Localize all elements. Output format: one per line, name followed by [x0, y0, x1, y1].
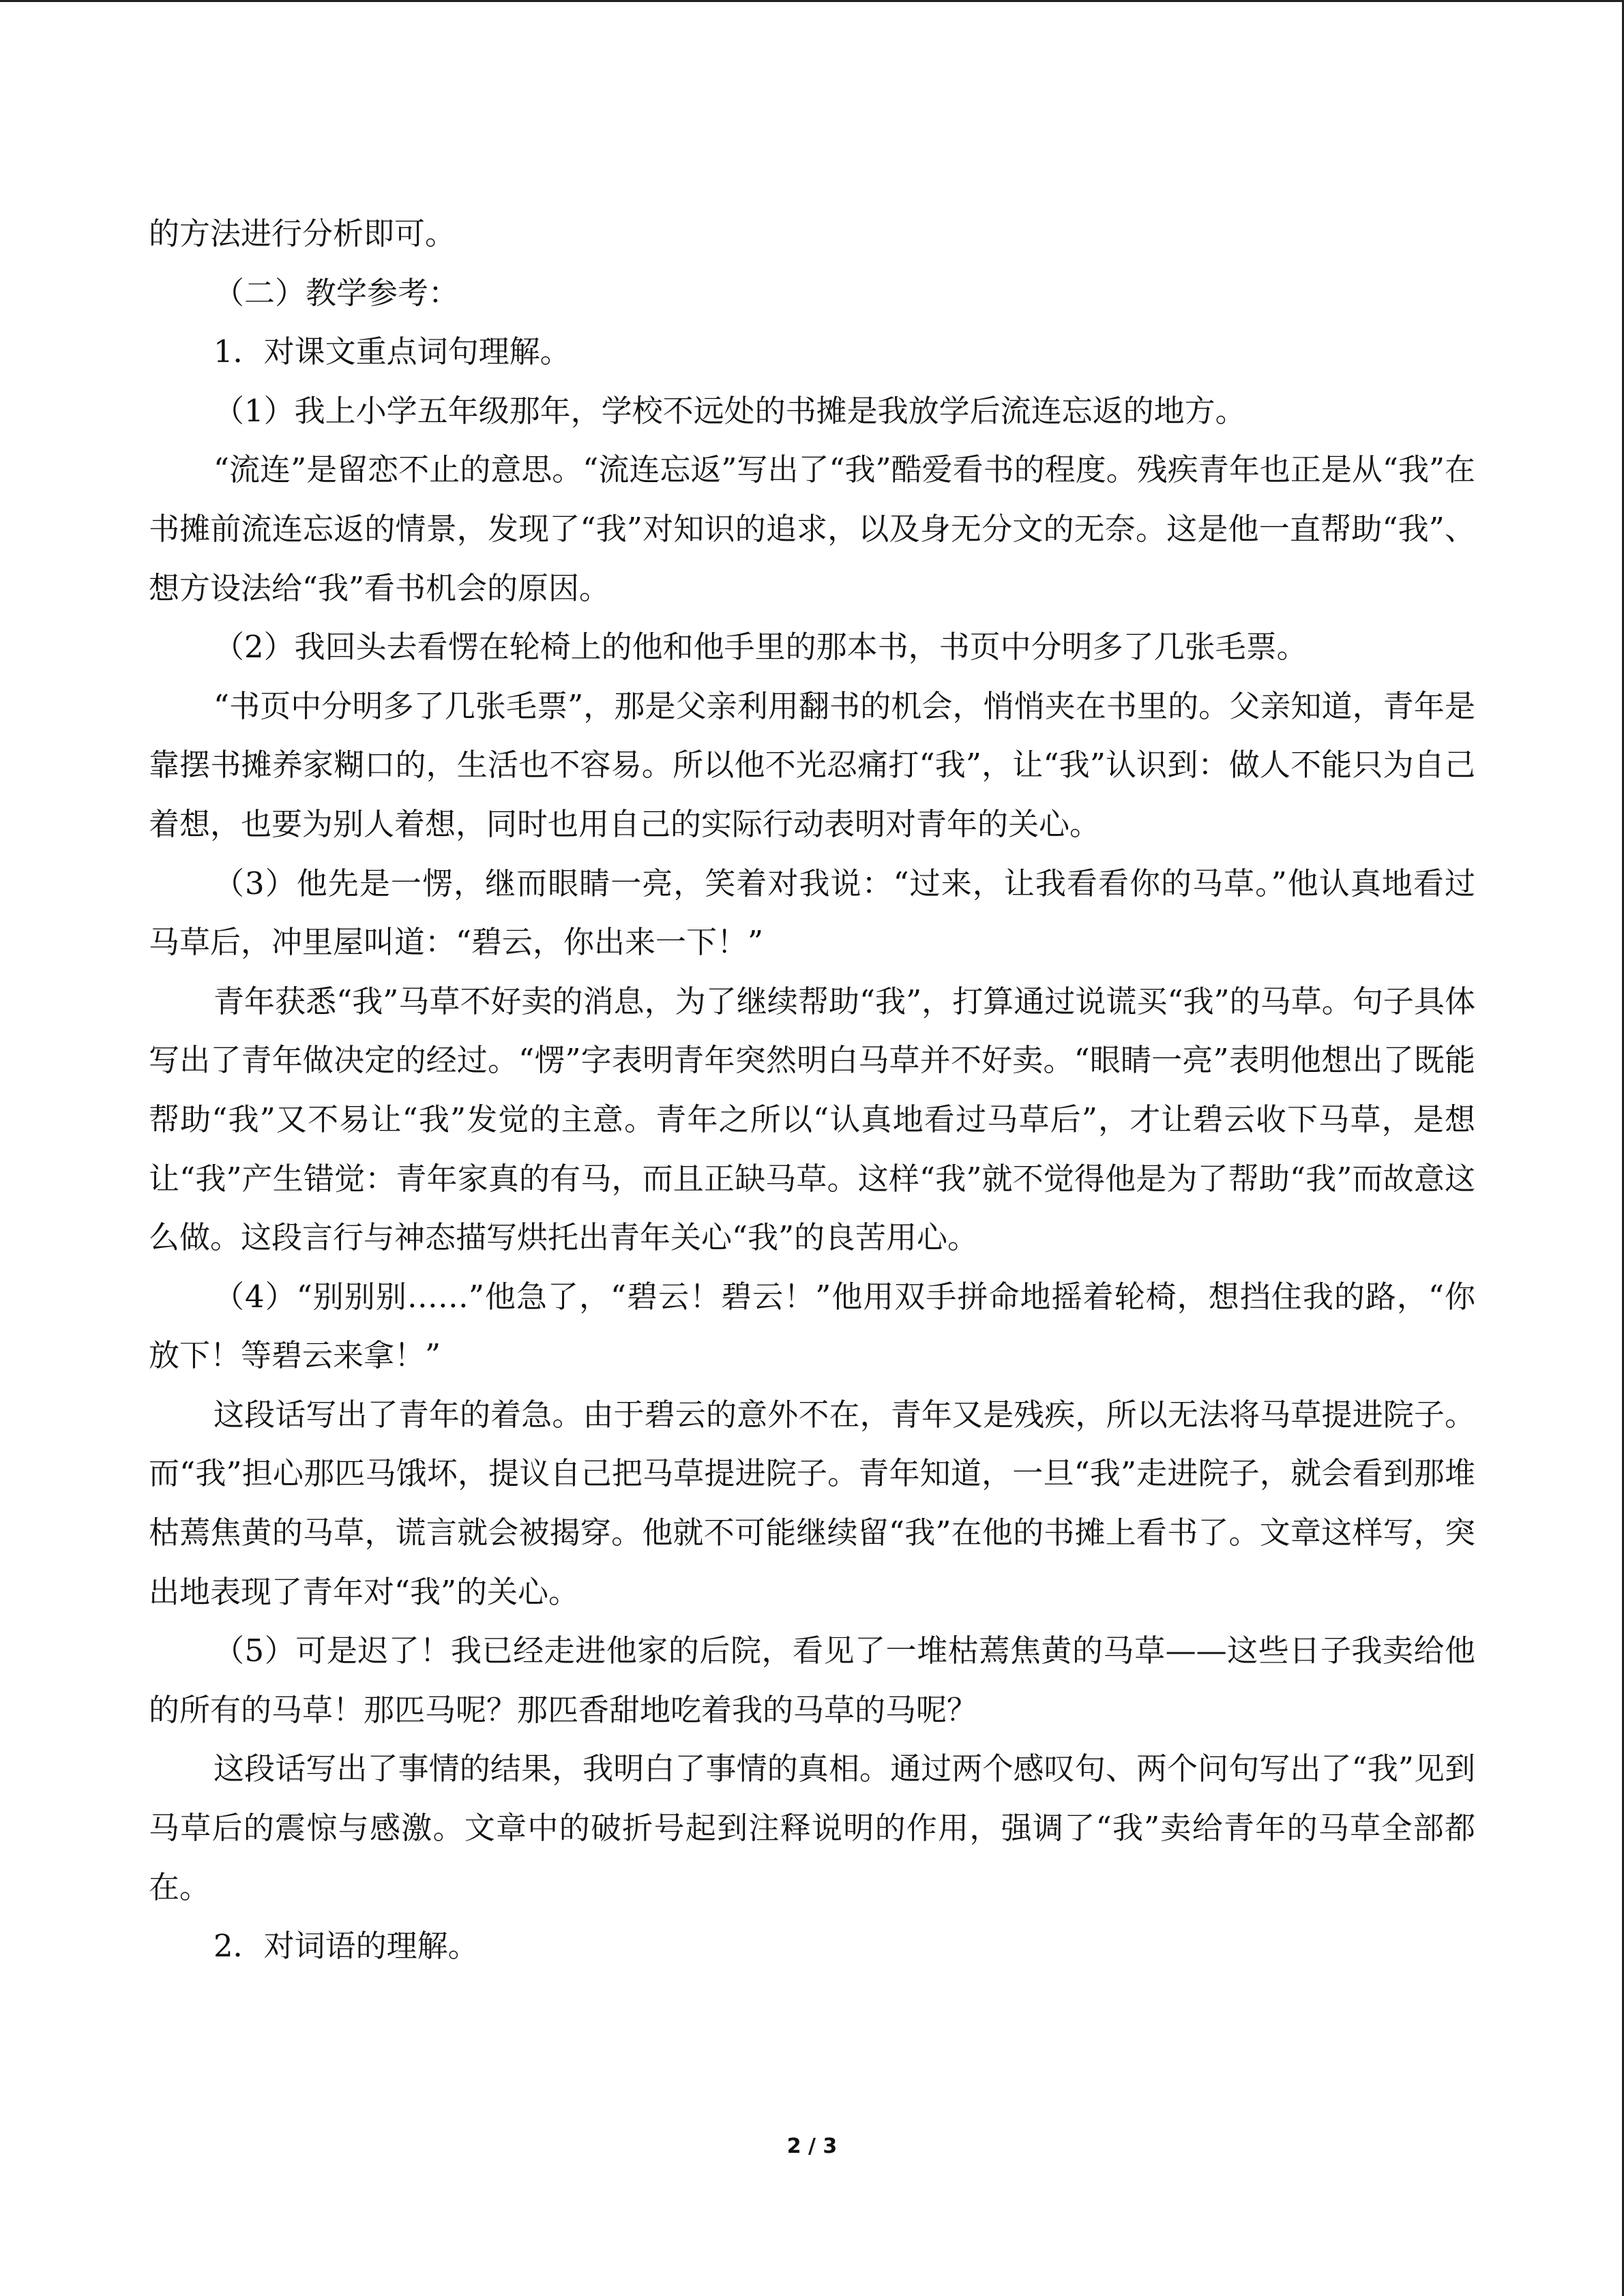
analysis-paragraph-3: 青年获悉“我”马草不好卖的消息，为了继续帮助“我”，打算通过说谎买“我”的马草。句子具体写出了青年做决定的经过。“愣”字表明青年突然明白马草并不好卖。“眼睛一亮”表明他想出了既能帮助“我”又不易让“我”发觉的主意。青年之所以“认真地看过马草后”，才让碧云收下马草，是想让“我”产生错觉：青年家真的有马，而且正缺马草。这样“我”就不觉得他是为了帮助“我”而故意这么做。这段言行与神态描写烘托出青年关心“我”的良苦用心。 — [149, 983, 1475, 1256]
analysis-paragraph-2: “书页中分明多了几张毛票”，那是父亲利用翻书的机会，悄悄夹在书里的。父亲知道，青年是靠摆书摊养家糊口的，生活也不容易。所以他不光忍痛打“我”，让“我”认识到：做人不能只为自己着想，也要为别人着想，同时也用自己的实际行动表明对青年的关心。 — [149, 687, 1475, 842]
page-border-top — [0, 0, 1624, 2]
document-body — [149, 205, 1475, 1976]
page-number: 2 / 3 — [786, 2134, 838, 2158]
section-heading: （二）教学参考： — [213, 274, 460, 311]
analysis-paragraph-4: 这段话写出了青年的着急。由于碧云的意外不在，青年又是残疾，所以无法将马草提进院子。而“我”担心那匹马饿坏，提议自己把马草提进院子。青年知道，一旦“我”走进院子，就会看到那堆枯蔫焦黄的马草，谎言就会被揭穿。他就不可能继续留“我”在他的书摊上看书了。文章这样写，突出地表现了青年对“我”的关心。 — [149, 1396, 1475, 1610]
paragraph-continuation: 的方法进行分析即可。 — [149, 215, 456, 252]
analysis-paragraph-1: “流连”是留恋不止的意思。“流连忘返”写出了“我”酷爱看书的程度。残疾青年也正是从“我”在书摊前流连忘返的情景，发现了“我”对知识的追求，以及身无分文的无奈。这是他一直帮助“我”、想方设法给“我”看书机会的原因。 — [149, 451, 1475, 606]
subsection-heading-2: 2．对词语的理解。 — [213, 1928, 479, 1965]
quoted-sentence-1: （1）我上小学五年级那年，学校不远处的书摊是我放学后流连忘返的地方。 — [213, 392, 1246, 429]
subsection-heading: 1．对课文重点词句理解。 — [213, 333, 571, 370]
analysis-paragraph-5: 这段话写出了事情的结果，我明白了事情的真相。通过两个感叹句、两个问句写出了“我”见到马草后的震惊与感激。文章中的破折号起到注释说明的作用，强调了“我”卖给青年的马草全部都在。 — [149, 1750, 1475, 1905]
quoted-sentence-3: （3）他先是一愣，继而眼睛一亮，笑着对我说：“过来，让我看看你的马草。”他认真地看过马草后，冲里屋叫道：“碧云，你出来一下！” — [149, 865, 1475, 961]
quoted-sentence-2: （2）我回头去看愣在轮椅上的他和他手里的那本书，书页中分明多了几张毛票。 — [213, 629, 1308, 666]
quoted-sentence-4: （4）“别别别……”他急了，“碧云！碧云！”他用双手拼命地摇着轮椅，想挡住我的路，“你放下！等碧云来拿！” — [149, 1278, 1475, 1374]
quoted-sentence-5: （5）可是迟了！我已经走进他家的后院，看见了一堆枯蔫焦黄的马草——这些日子我卖给他的所有的马草！那匹马呢？那匹香甜地吃着我的马草的马呢？ — [149, 1632, 1475, 1728]
